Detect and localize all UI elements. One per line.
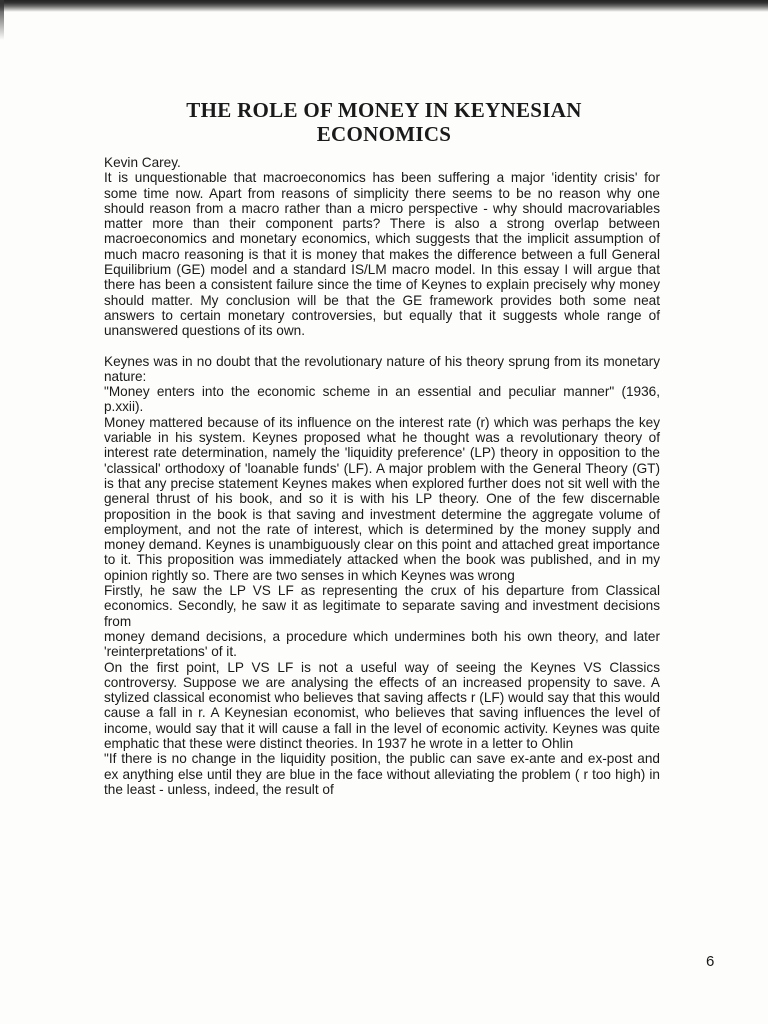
scan-top-edge	[0, 0, 768, 12]
title-line-1: THE ROLE OF MONEY IN KEYNESIAN	[186, 98, 582, 122]
page-number: 6	[706, 953, 715, 970]
author-line: Kevin Carey.	[104, 155, 181, 170]
quote-money-enters: "Money enters into the economic scheme in an essential and peculiar manner" (1936, p.xxii).	[104, 384, 660, 415]
paragraph-intro: It is unquestionable that macroeconomics has been suffering a major 'identity crisis' for some time now. Apart from reasons of simplicity there seems to be no reason why one should reason from a macro rather than a micro perspective - why should macrovariables matter more than their component parts? There is also a strong overlap between macroeconomics and monetary economics, which suggests that the implicit assumption of much macro reasoning is that it is money that makes the difference between a full General Equilibrium (GE) model and a standard IS/LM macro model. In this essay I will argue that there has been a consistent failure since the time of Keynes to explain precisely why money should matter. My conclusion will be that the GE framework provides both some neat answers to certain monetary controversies, but equally that it suggests whole range of unanswered questions of its own.	[104, 170, 660, 339]
document-body	[104, 155, 660, 797]
title-line-2: ECONOMICS	[316, 122, 452, 146]
scan-left-edge	[0, 0, 4, 40]
paragraph-money-demand: money demand decisions, a procedure which undermines both his own theory, and later 'reinterpretations' of it.	[104, 628, 660, 660]
quote-ohlin-letter: "If there is no change in the liquidity position, the public can save ex-ante and ex-post and ex anything else until they are blue in the face without alleviating the problem ( r too high) in the least - unless, indeed, the result of	[104, 751, 660, 797]
paragraph-first-point: On the first point, LP VS LF is not a useful way of seeing the Keynes VS Classics controversy. Suppose we are analysing the effects of an increased propensity to save. A stylized classical economist who believes that saving affects r (LF) would say that this would cause a fall in r. A Keynesian economist, who believes that saving influences the level of income, would say that it will cause a fall in the level of economic activity. Keynes was quite emphatic that these were distinct theories. In 1937 he wrote in a letter to Ohlin	[104, 659, 660, 751]
paragraph-firstly: Firstly, he saw the LP VS LF as representing the crux of his departure from Classical economics. Secondly, he saw it as legitimate to separate saving and investment decisions from	[104, 583, 660, 629]
document-title	[100, 98, 668, 146]
paragraph-keynes-doubt: Keynes was in no doubt that the revolutionary nature of his theory sprung from its monetary nature:	[104, 353, 660, 384]
paragraph-money-mattered: Money mattered because of its influence on the interest rate (r) which was perhaps the key variable in his system. Keynes proposed what he thought was a revolutionary theory of interest rate determination, namely the 'liquidity preference' (LP) theory in opposition to the 'classical' orthodoxy of 'loanable funds' (LF). A major problem with the General Theory (GT) is that any precise statement Keynes makes when explored further does not sit well with the general thrust of his book, and so it is with his LP theory. One of the few discernable proposition in the book is that saving and investment determine the aggregate volume of employment, and not the rate of interest, which is determined by the money supply and money demand. Keynes is unambiguously clear on this point and attached great importance to it. This proposition was immediately attacked when the book was published, and in my opinion rightly so. There are two senses in which Keynes was wrong	[104, 414, 660, 583]
